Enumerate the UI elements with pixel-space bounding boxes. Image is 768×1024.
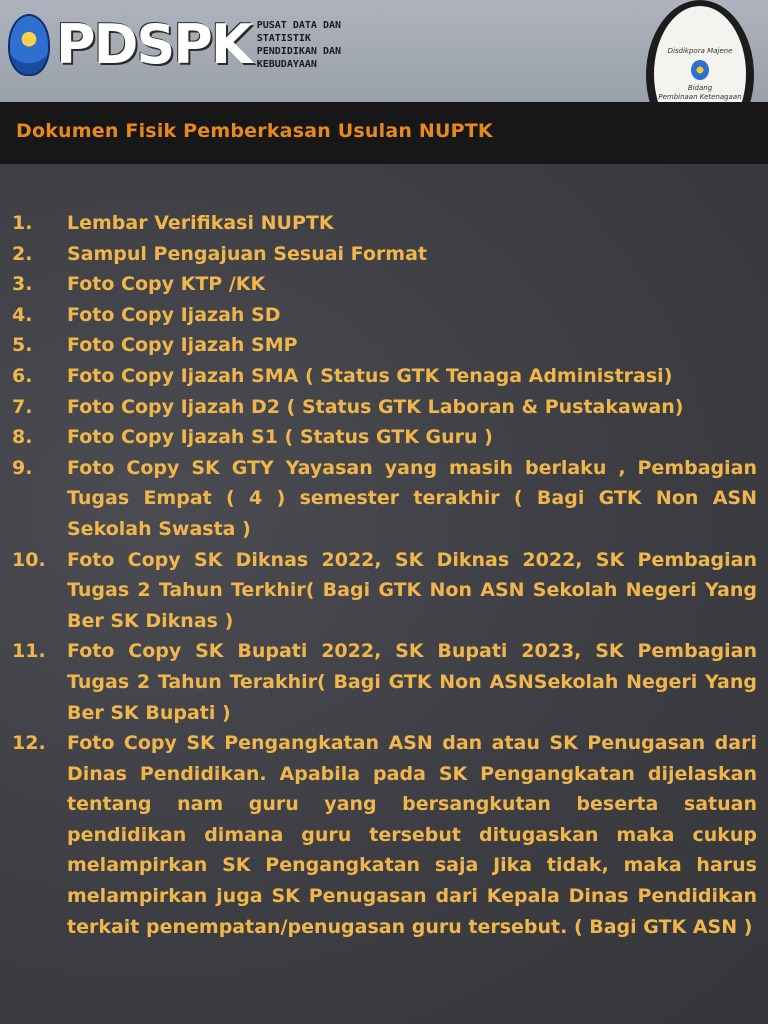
list-item-number: 9.: [12, 456, 33, 479]
list-item-text: Foto Copy Ijazah SMA ( Status GTK Tenaga Administrasi): [67, 364, 673, 387]
list-item: [12, 728, 757, 942]
list-item-text: Foto Copy Ijazah D2 ( Status GTK Laboran & Pustakawan): [67, 395, 684, 418]
document-list: [12, 208, 757, 942]
list-item: [12, 422, 757, 453]
badge-line2: Bidang: [687, 83, 713, 92]
list-item: [12, 300, 757, 331]
pdspk-logo: [8, 14, 387, 76]
list-item-number: 11.: [12, 640, 46, 663]
list-item-number: 6.: [12, 364, 33, 387]
list-item-number: 7.: [12, 395, 33, 418]
list-item: [12, 239, 757, 270]
list-item: [12, 361, 757, 392]
page-title: Dokumen Fisik Pemberkasan Usulan NUPTK: [16, 120, 493, 142]
list-item-number: 1.: [12, 212, 33, 234]
list-item-text: Foto Copy Ijazah SD: [67, 303, 281, 326]
logo-subtitle: [257, 19, 387, 71]
list-item-number: 2.: [12, 242, 33, 265]
list-item-text: Foto Copy Ijazah S1 ( Status GTK Guru ): [67, 426, 493, 449]
list-item-number: 5.: [12, 334, 33, 357]
list-item: [12, 208, 757, 239]
badge-line3: Pembinaan Ketenagaan: [658, 92, 742, 101]
list-item-text: Foto Copy SK Bupati 2022, SK Bupati 2023, SK Pembagian Tugas 2 Tahun Terakhir( Bagi GTK Non ASNSekolah Negeri Yang Ber SK Bupati ): [67, 640, 757, 724]
list-item-text: Sampul Pengajuan Sesuai Format: [67, 242, 428, 265]
main-content: [0, 164, 768, 1024]
badge-line1: Disdikpora Majene: [667, 46, 733, 55]
list-item-number: 4.: [12, 303, 33, 326]
list-item-text: Foto Copy SK Diknas 2022, SK Diknas 2022, SK Pembagian Tugas 2 Tahun Terkhir( Bagi GTK Non ASN Sekolah Negeri Yang Ber SK Diknas ): [67, 548, 757, 632]
list-item: [12, 453, 757, 545]
logo-text: PDSPK: [56, 13, 251, 76]
list-item: [12, 392, 757, 423]
list-item: [12, 269, 757, 300]
kemdikbud-emblem-icon: [8, 14, 50, 76]
list-item-text: Foto Copy KTP /KK: [67, 273, 266, 296]
list-item-number: 12.: [12, 732, 46, 755]
logo-subtitle-line1: PUSAT DATA DAN STATISTIK: [256, 20, 342, 44]
list-item: [12, 636, 757, 728]
list-item: [12, 330, 757, 361]
list-item-text: Foto Copy SK GTY Yayasan yang masih berlaku , Pembagian Tugas Empat ( 4 ) semester terakhir ( Bagi GTK Non ASN Sekolah Swasta ): [67, 456, 757, 540]
list-item-text: Foto Copy SK Pengangkatan ASN dan atau SK Penugasan dari Dinas Pendidikan. Apabila pada SK Pengangkatan dijelaskan tentang nam guru yang bersangkutan beserta satuan pendidikan dimana guru tersebut ditugaskan maka cukup melampirkan SK Pengangkatan saja Jika tidak, maka harus melampirkan juga SK Penugasan dari Kepala Dinas Pendidikan terkait penempatan/penugasan guru tersebut. ( Bagi GTK ASN ): [67, 732, 757, 938]
list-item-number: 8.: [12, 426, 33, 449]
list-item-text: Foto Copy Ijazah SMP: [67, 334, 298, 357]
badge-emblem-icon: [691, 60, 709, 80]
list-item-text: Lembar Verifikasi NUPTK: [67, 212, 334, 234]
list-item-number: 10.: [12, 548, 46, 571]
logo-subtitle-line2: PENDIDIKAN DAN KEBUDAYAAN: [256, 46, 342, 70]
title-bar: [0, 102, 768, 164]
list-item-number: 3.: [12, 273, 33, 296]
list-item: [12, 545, 757, 637]
